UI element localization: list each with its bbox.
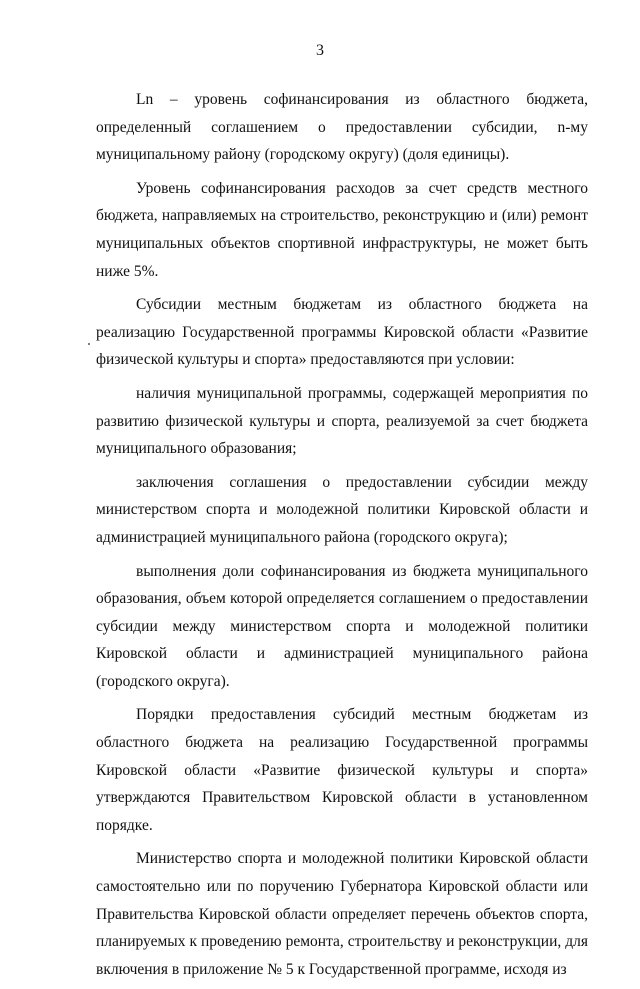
document-body [96,86,588,989]
paragraph-subsidy-procedures: Порядки предоставления субсидий местным бюджетам из областного бюджета на реализацию Государственной программы Кировской области «Развитие физической культуры и спорта» утверждаются Правительством Кировской области в установленном порядке. [96,706,588,834]
paragraph-subsidy-conditions: Субсидии местным бюджетам из областного бюджета на реализацию Государственной программы Кировской области «Развитие физической культуры и спорта» предоставляются при условии: [96,296,588,369]
paragraph-condition-cofinancing-share: выполнения доли софинансирования из бюджета муниципального образования, объем которой определяется соглашением о предоставлении субсидии между министерством спорта и молодежной политики Кировской области и администрацией муниципального района (городского округа). [96,562,588,690]
paragraph-ministry-object-list: Министерство спорта и молодежной политики Кировской области самостоятельно или по поручению Губернатора Кировской области или Правительства Кировской области определяет перечень объектов спорта, планируемых к проведению ремонта, строительству и реконструкции, для включения в приложение № 5 к Государственной программе, исходя из [96,850,588,978]
paragraph-condition-municipal-program: наличия муниципальной программы, содержащей мероприятия по развитию физической культуры и спорта, реализуемой за счет бюджета муниципального образования; [96,384,588,458]
paragraph-local-budget-minimum: Уровень софинансирования расходов за счет средств местного бюджета, направляемых на строительство, реконструкцию и (или) ремонт муниципальных объектов спортивной инфраструктуры, не может быть ниже 5%. [96,179,588,280]
paragraph-cofinancing-level-definition: Ln – уровень софинансирования из областного бюджета, определенный соглашением о предоставлении субсидии, n-му муниципальному району (городскому округу) (доля единицы). [96,91,588,164]
paragraph-condition-agreement: заключения соглашения о предоставлении субсидии между министерством спорта и молодежной политики Кировской области и администрацией муниципального района (городского округа); [96,473,588,546]
page-number: 3 [316,42,324,59]
scan-speck [88,343,90,345]
